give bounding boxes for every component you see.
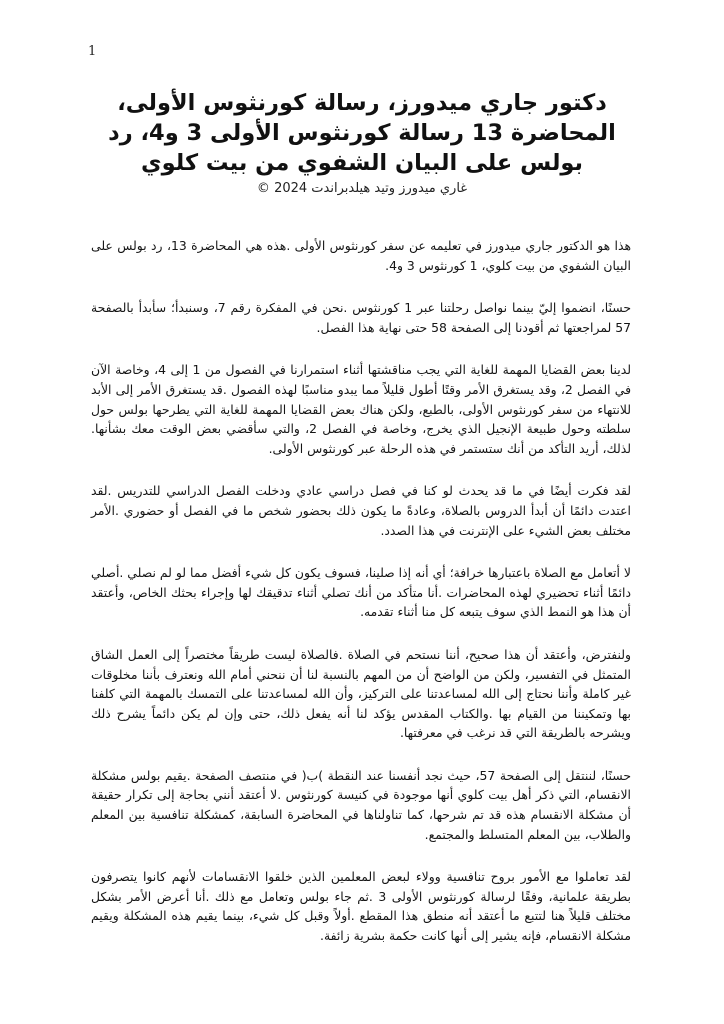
paragraph: ولنفترض، وأعتقد أن هذا صحيح، أننا نستحم في الصلاة .فالصلاة ليست طريقاً مختصراً إلى العمل الشاق المتمثل في التفسير، ولكن من الواضح أن من المهم بالنسبة لنا أن ننحني أمام الله ونعترف بأننا مخلوقات غير كاملة وأننا نحتاج إلى الله لمساعدتنا على التركيز، وأن الله لمساعدتنا على التمسك بالمهمة التي كلفنا بها وتمكيننا من القيام بها .والكتاب المقدس يؤكد لنا أنه يفعل ذلك، حتى وإن لم يكن دائماً يشرح ذلك ويشرحه بالطريقة التي قد نرغب في معرفتها. <box>91 646 631 741</box>
page-number: 1 <box>88 44 97 59</box>
paragraph: حسنًا، انضموا إليّ بينما نواصل رحلتنا عبر 1 كورنثوس .نحن في المفكرة رقم 7، وسنبدأ؛ سأبدأ بالصفحة 57 لمراجعتها ثم أقودنا إلى الصفحة 58 حتى نهاية هذا الفصل. <box>91 300 632 335</box>
paragraph: لا أتعامل مع الصلاة باعتبارها خرافة؛ أي أنه إذا صلينا، فسوف يكون كل شيء أفضل مما لو لم نصلي .أصلي دائمًا أثناء تحضيري لهذه المحاضرات .أنا متأكد من أنك تصلي أثناء تدقيقك لها وإجراء بحثك الخاص، وأعتقد أن هذا هو النمط الذي سوف يتبعه كل منا أثناء تقدمه. <box>91 565 631 620</box>
paragraph: حسنًا، لننتقل إلى الصفحة 57، حيث نجد أنفسنا عند النقطة )ب( في منتصف الصفحة .يقيم بولس مشكلة الانقسام، التي ذكر أهل بيت كلوي أنها موجودة في كنيسة كورنثوس .لا أعتقد أنني بحاجة إلى تكرار حقيقة أن مشكلة الانقسام هذه قد تم شرحها، كما تناولناها في المحاضرة السابقة، كمشكلة تنافسية بين المعلم والطلاب، بين المعلم المتسلط والمجتمع. <box>91 767 631 842</box>
copyright-line: غاري ميدورز وتيد هيلدبراندت 2024 © <box>256 181 468 196</box>
paragraph: لدينا بعض القضايا المهمة للغاية التي يجب مناقشتها أثناء استمرارنا في الفصول من 1 إلى 4، وخاصة الآن في الفصل 2، وقد يستغرق الأمر وقتًا أطول قليلاً مما يبدو مناسبًا لهذه الفصول .قد يستغرق الأمر إلى الأبد للانتهاء من سفر كورنثوس الأولى، بالطبع، ولكن هناك بعض القضايا المهمة للغاية التي يطرحها بولس حول سلطته وحول طبيعة الإنجيل الذي يخرج، وخاصة في الفصل 2، والتي سأقضي بعض الوقت معك بشأنها. لذلك، أريد التأكد من أنك ستستمر في هذه الرحلة عبر كورنثوس الأولى. <box>91 362 631 456</box>
paragraph: لقد تعاملوا مع الأمور بروح تنافسية وولاء لبعض المعلمين الذين خلقوا الانقسامات لأنهم كانوا يتصرفون بطريقة علمانية، وفقًا لرسالة كورنثوس الأولى 3 .ثم جاء بولس وتعامل مع ذلك .أنا أعرض الأمر بشكل مختلف قليلاً هنا لتتبع ما أعتقد أنه منطق هذا المقطع .أولاً وقبل كل شيء، بينما يقيم هذه المشكلة ويقيم مشكلة الانقسام، فإنه يشير إلى أنها كانت حكمة بشرية زائفة. <box>91 869 632 944</box>
lecture-title: دكتور جاري ميدورز، رسالة كورنثوس الأولى، المحاضرة 13 رسالة كورنثوس الأولى 3 و4، رد بولس على البيان الشفوي من بيت كلوي <box>108 90 616 176</box>
paragraph: هذا هو الدكتور جاري ميدورز في تعليمه عن سفر كورنثوس الأولى .هذه هي المحاضرة 13، رد بولس على البيان الشفوي من بيت كلوي، 1 كورنثوس 3 و4. <box>91 238 632 273</box>
paragraph: لقد فكرت أيضًا في ما قد يحدث لو كنا في فصل دراسي عادي ودخلت الفصل الدراسي للتدريس .لقد اعتدت دائمًا أن أبدأ الدروس بالصلاة، وعادةً ما يكون ذلك بحضور شخص ما في الفصل أو حضوري .الأمر مختلف بعض الشيء على الإنترنت في هذا الصدد. <box>91 483 631 538</box>
lecture-body <box>91 236 631 969</box>
